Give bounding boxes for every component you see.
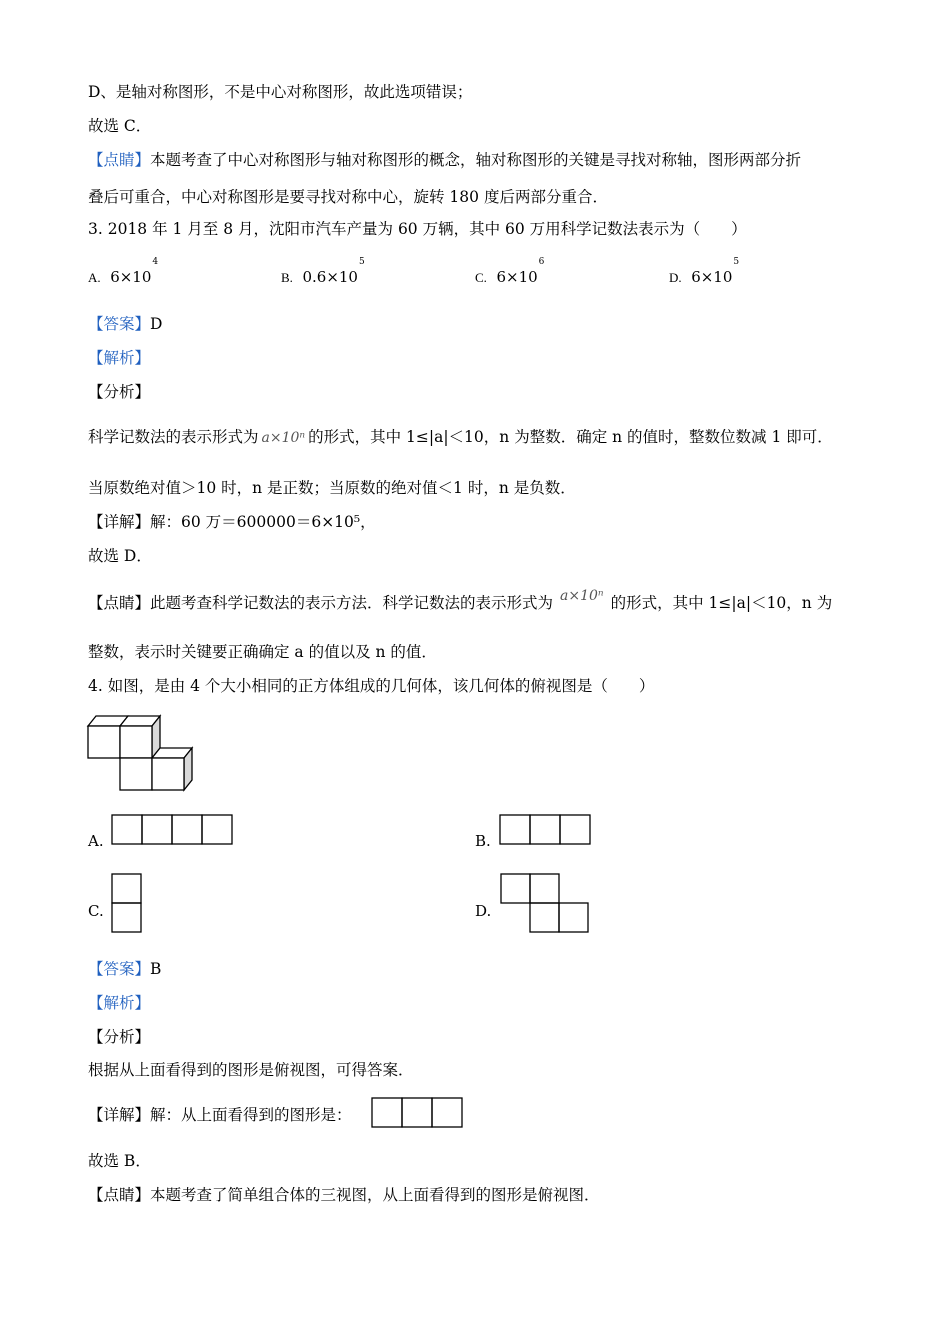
tip-tag: 【点睛】 [88, 151, 151, 169]
q4-answer-figure [371, 1097, 463, 1129]
q4-stem: 4. 如图，是由 4 个大小相同的正方体组成的几何体，该几何体的俯视图是（ ） [88, 677, 655, 695]
q3-tip-line-1: 【点睛】此题考查科学记数法的表示方法．科学记数法的表示形式为 a×10ⁿ 的形式，其中 1≤|a|＜10，n 为 [88, 588, 833, 612]
q2-choose: 故选 C． [88, 117, 152, 135]
q4-fenxi-tag: 【分析】 [88, 1028, 151, 1046]
q2-tip-line-1: 【点睛】本题考查了中心对称图形与轴对称图形的概念，轴对称图形的关键是寻找对称轴，图形两部分折 [88, 151, 802, 169]
q3-stem: 3. 2018 年 1 月至 8 月，沈阳市汽车产量为 60 万辆，其中 60 万用科学记数法表示为（ ） [88, 220, 747, 238]
q4-option-d-label: D. [475, 902, 492, 920]
q3-choose: 故选 D． [88, 547, 152, 565]
q3-fenxi-line-2: 当原数绝对值＞10 时，n 是正数；当原数的绝对值＜1 时，n 是负数． [88, 479, 576, 497]
q4-choose: 故选 B． [88, 1152, 151, 1170]
q3-analysis-tag: 【解析】 [88, 349, 151, 367]
q4-option-a-label: A. [88, 832, 104, 850]
q4-fenxi: 根据从上面看得到的图形是俯视图，可得答案． [88, 1061, 414, 1079]
cube-assembly-figure [86, 712, 201, 796]
q3-detail: 【详解】解：60 万＝600000＝6×10⁵， [88, 513, 376, 531]
q3-fenxi-tag: 【分析】 [88, 383, 151, 401]
q4-answer: 【答案】B [88, 960, 162, 978]
q3-option-b: B. $0.6\times 10^5$ [281, 257, 365, 286]
q4-option-d-figure [500, 873, 592, 933]
q4-tip: 【点睛】本题考查了简单组合体的三视图，从上面看得到的图形是俯视图． [88, 1186, 600, 1204]
q4-option-a-figure [111, 814, 233, 846]
q3-option-a: A. $6\times 10^4$ [88, 257, 159, 286]
q4-detail: 【详解】解：从上面看得到的图形是： [88, 1106, 352, 1124]
q4-option-c-label: C. [88, 902, 104, 920]
q3-option-d: D. $6\times 10^5$ [669, 257, 740, 286]
q4-option-b-figure [499, 814, 591, 846]
q3-fenxi-line-1: 科学记数法的表示形式为 a×10ⁿ 的形式，其中 1≤|a|＜10，n 为整数．确定 n 的值时，整数位数减 1 即可． [88, 428, 833, 446]
q3-option-c: C. $6\times 10^6$ [475, 257, 545, 286]
q3-answer: 【答案】D [88, 315, 163, 333]
q4-option-b-label: B. [475, 832, 491, 850]
q4-analysis-tag: 【解析】 [88, 994, 151, 1012]
q4-option-c-figure [111, 873, 143, 933]
scientific-notation-formula: a×10ⁿ [261, 430, 306, 446]
scientific-notation-formula: a×10ⁿ [560, 588, 604, 604]
q2-tip-line-2: 叠后可重合，中心对称图形是要寻找对称中心，旋转 180 度后两部分重合． [88, 188, 608, 206]
q3-tip-line-2: 整数，表示时关键要正确确定 a 的值以及 n 的值． [88, 643, 437, 661]
q2-option-d-explanation: D、是轴对称图形，不是中心对称图形，故此选项错误； [88, 83, 473, 101]
